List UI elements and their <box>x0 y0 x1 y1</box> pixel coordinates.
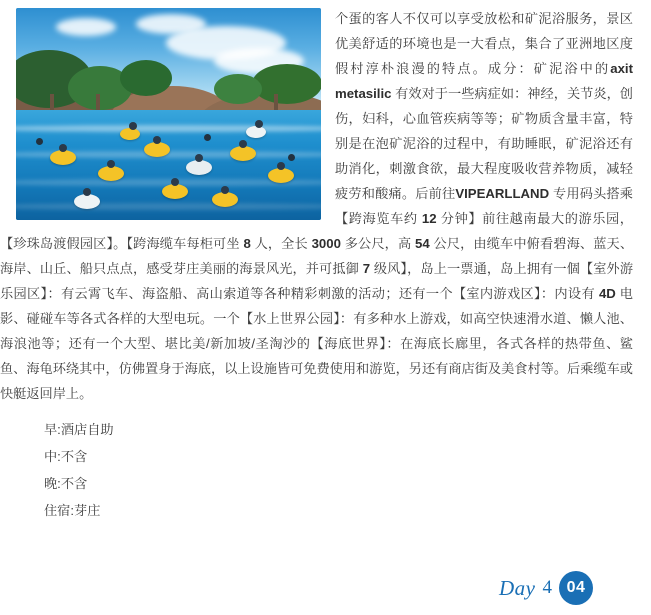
photo-float-tube <box>50 150 76 165</box>
paragraph-emphasis: 7 <box>362 261 371 276</box>
paragraph-emphasis: 4D <box>598 286 616 301</box>
photo-float-tube <box>212 192 238 207</box>
photo-swimmer <box>36 138 43 145</box>
meal-value: 芽庄 <box>74 503 101 518</box>
meal-label: 晚: <box>44 476 61 491</box>
photo-float-tube <box>120 128 140 140</box>
paragraph-run: 多公尺，高 <box>340 236 416 251</box>
photo-float-tube <box>186 160 212 175</box>
meal-label: 中: <box>44 449 61 464</box>
photo-wave <box>16 203 321 210</box>
photo-cloud <box>56 18 116 36</box>
photo-float-tube <box>162 184 188 199</box>
photo-float-tube <box>98 166 124 181</box>
paragraph-run: 人，全长 <box>250 236 312 251</box>
photo-float-tube <box>268 168 294 183</box>
meal-line <box>44 470 633 497</box>
water-park-pool-photo <box>16 8 321 220</box>
meal-line <box>44 416 633 443</box>
photo-swimmer <box>288 154 295 161</box>
photo-float-tube <box>246 126 266 138</box>
meal-line <box>44 497 633 524</box>
photo-wave <box>16 125 321 132</box>
meal-label: 早: <box>44 422 61 437</box>
paragraph-emphasis: 54 <box>415 236 430 251</box>
paragraph-emphasis: VIPEARLLAND <box>455 186 550 201</box>
day-badge <box>499 571 593 605</box>
meal-and-stay-list <box>0 416 651 524</box>
day-number-circle: 04 <box>559 571 593 605</box>
day-number-plain: 4 <box>542 577 552 598</box>
paragraph-run: 电影、碰碰车等各式各样的大型电玩。一个【水上世界公园】：有多种水上游戏，如高空快速滑水道、懒人池、海浪池等；还有一个大型、堪比美/新加坡/圣淘沙的【海底世界】：在海底长廊里，各式各样的热带鱼、鲨鱼、海龟环绕其中，仿佛置身于海底，以上设施皆可免费使用和游览，另还有商店街及美食村等。后乘缆车或快艇返回岸上。 <box>0 286 633 401</box>
paragraph-run: 分钟】前往越南最大的游乐园，【珍珠岛渡假园区】。【跨海缆车每柜可坐 <box>0 211 633 251</box>
paragraph-run: 有效对于一些病症如：神经，关节炎，创伤，妇科，心血管疾病等等；矿物质含量丰富，特别是在泡矿泥浴的过程中，有助睡眠，矿泥浴还有助消化，刺激食欲，最大程度吸收营养物质，减轻疲劳和酸痛。后前往 <box>335 86 633 201</box>
photo-float-tube <box>230 146 256 161</box>
meal-line <box>44 443 633 470</box>
photo-float-tube <box>74 194 100 209</box>
paragraph-emphasis: 8 <box>243 236 251 251</box>
photo-float-tube <box>144 142 170 157</box>
photo-palm-foliage <box>252 64 321 104</box>
photo-swimmer <box>204 134 211 141</box>
meal-value: 不含 <box>60 476 88 491</box>
meal-label: 住宿: <box>44 503 75 518</box>
paragraph-run: 个蛋的客人不仅可以享受放松和矿泥浴服务，景区优美舒适的环境也是一大看点，集合了亚洲地区度假村淳朴浪漫的特点。成分：矿泥浴中的 <box>335 11 633 76</box>
paragraph-emphasis: 12 <box>421 211 437 226</box>
paragraph-run: 公尺，由缆车中俯看碧海、蓝天、海岸、山丘、船只点点，感受芽庄美丽的海景风光，并可抵御 <box>0 236 634 276</box>
meal-value: 不含 <box>60 449 88 464</box>
photo-palm-foliage <box>120 60 172 96</box>
day-label: Day <box>499 575 536 600</box>
photo-palm-foliage <box>214 74 262 104</box>
paragraph-run: 级风】，岛上一票通，岛上拥有一個【室外游乐园区】：有云霄飞车、海盗船、高山索道等各种精彩刺激的活动；还有一个【室内游戏区】：内设有 <box>0 261 634 301</box>
paragraph-emphasis: 3000 <box>311 236 341 251</box>
meal-value: 酒店自助 <box>60 422 114 437</box>
paragraph-emphasis: axit metasilic <box>335 61 633 101</box>
paragraph-run: 专用码头搭乘【跨海览车约 <box>335 186 633 226</box>
